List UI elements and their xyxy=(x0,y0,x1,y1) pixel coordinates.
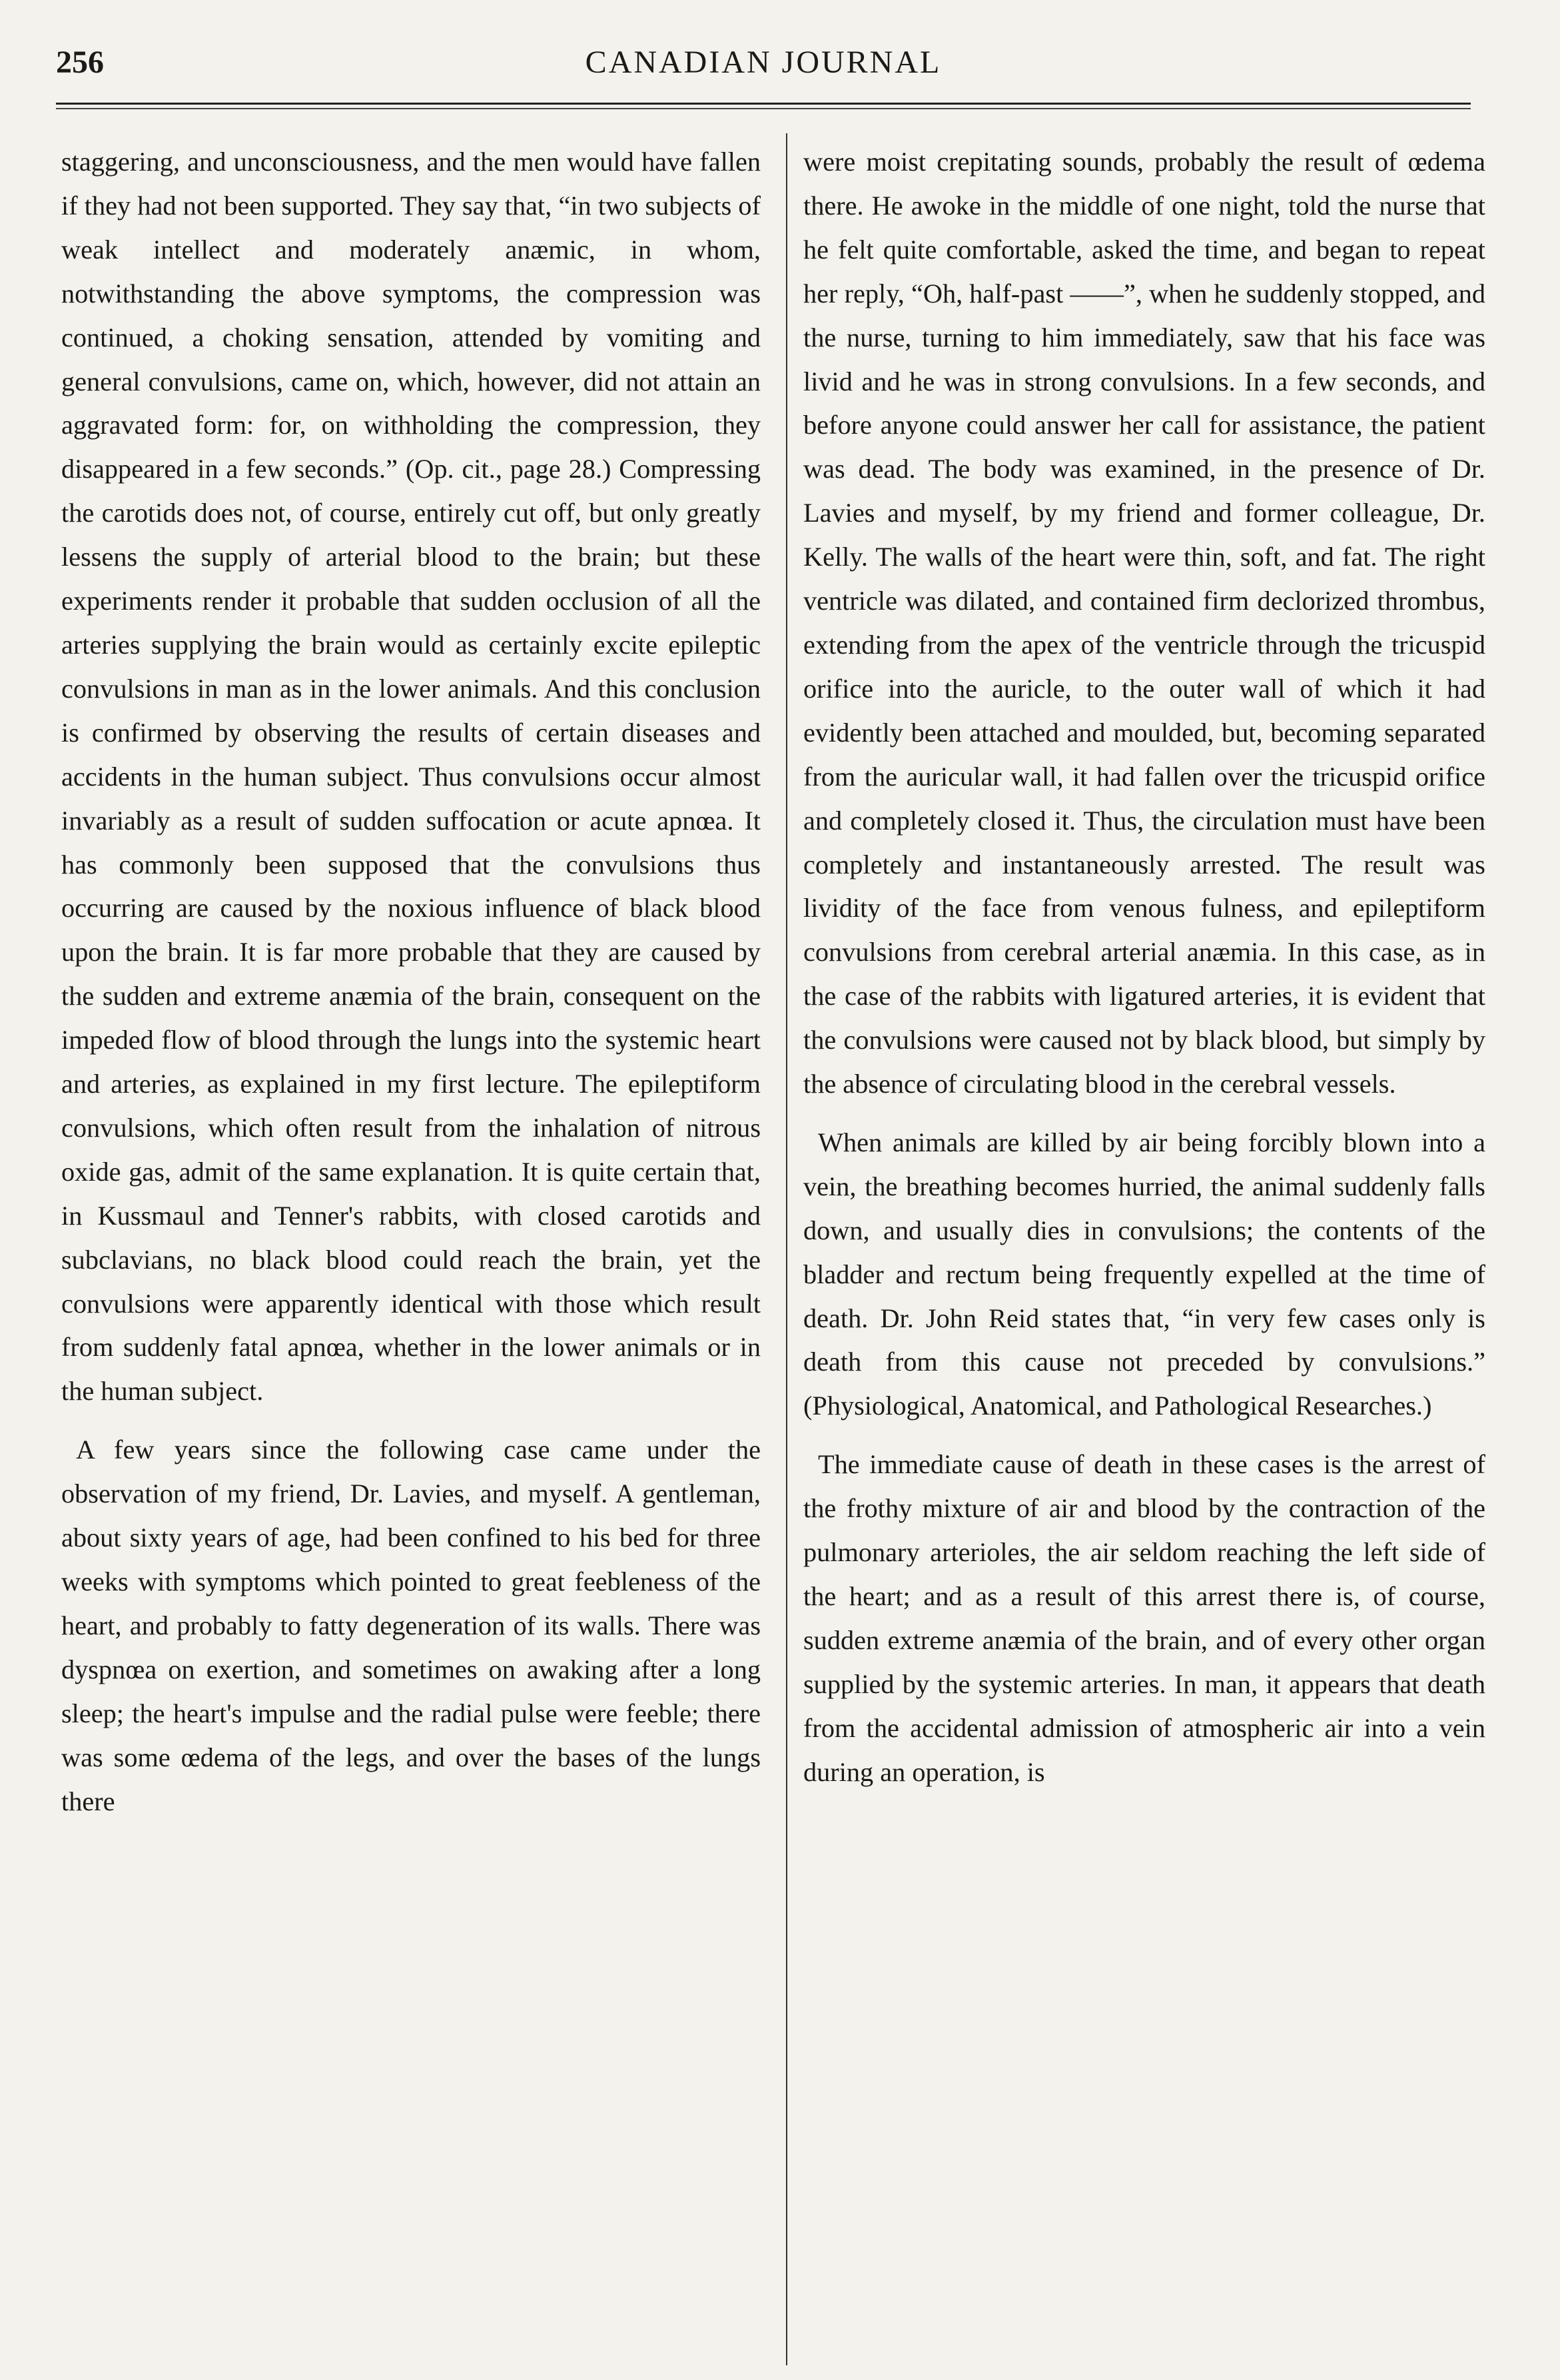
right-paragraph-3: The immediate cause of death in these cases is the arrest of the frothy mixture of air and blood by the contraction of the pulmonary arterioles, the air seldom reaching the left side of the heart; and as a result of this arrest there is, of course, sudden extreme anæmia of the brain, and of every other organ supplied by the systemic arteries. In man, it appears that death from the accidental admission of atmospheric air into a vein during an operation, is xyxy=(803,1449,1485,1787)
left-column xyxy=(61,140,761,2359)
right-column xyxy=(803,140,1485,2359)
page-header xyxy=(56,39,1471,92)
page-number: 256 xyxy=(56,45,104,80)
journal-title: CANADIAN JOURNAL xyxy=(585,45,942,80)
right-paragraph-2: When animals are killed by air being forcibly blown into a vein, the breathing becomes hurried, the animal suddenly falls down, and usually dies in convulsions; the contents of the bladder and rectum being frequently expelled at the time of death. Dr. John Reid states that, “in very few cases only is death from this cause not preceded by convulsions.” (Physiological, Anatomical, and Pathological Researches.) xyxy=(803,1127,1485,1421)
column-divider xyxy=(786,133,787,2365)
left-paragraph-2: A few years since the following case came under the observation of my friend, Dr. Lavies, and myself. A gentleman, about sixty years of age, had been confined to his bed for three weeks with symptoms which pointed to great feebleness of the heart, and probably to fatty degeneration of its walls. There was dyspnœa on exertion, and sometimes on awaking after a long sleep; the heart's impulse and the radial pulse were feeble; there was some œdema of the legs, and over the bases of the lungs there xyxy=(61,1435,761,1816)
left-paragraph-1: staggering, and unconsciousness, and the men would have fallen if they had not been supported. They say that, “in two subjects of weak intellect and moderately anæmic, in whom, notwithstanding the above symptoms, the compression was continued, a choking sensation, attended by vomiting and general convulsions, came on, which, however, did not attain an aggravated form: for, on withholding the compression, they disappeared in a few seconds.” (Op. cit., page 28.) Compressing the carotids does not, of course, entirely cut off, but only greatly lessens the supply of arterial blood to the brain; but these experiments render it probable that sudden occlusion of all the arteries supplying the brain would as certainly excite epileptic convulsions in man as in the lower animals. And this conclusion is confirmed by observing the results of certain diseases and accidents in the human subject. Thus convulsions occur almost invariably as a result of sudden suffocation or acute apnœa. It has commonly been supposed that the convulsions thus occurring are caused by the noxious influence of black blood upon the brain. It is far more probable that they are caused by the sudden and extreme anæmia of the brain, consequent on the impeded flow of blood through the lungs into the systemic heart and arteries, as explained in my first lecture. The epileptiform convulsions, which often result from the inhalation of nitrous oxide gas, admit of the same explanation. It is quite certain that, in Kussmaul and Tenner's rabbits, with closed carotids and subclavians, no black blood could reach the brain, yet the convulsions were apparently identical with those which result from suddenly fatal apnœa, whether in the lower animals or in the human subject. xyxy=(61,147,761,1407)
header-rule xyxy=(56,103,1471,105)
header-rule-secondary xyxy=(56,108,1471,109)
right-paragraph-1: were moist crepitating sounds, probably the result of œdema there. He awoke in the middle of one night, told the nurse that he felt quite comfortable, asked the time, and began to repeat her reply, “Oh, half-past ——”, when he suddenly stopped, and the nurse, turning to him immediately, saw that his face was livid and he was in strong convulsions. In a few seconds, and before anyone could answer her call for assistance, the patient was dead. The body was examined, in the presence of Dr. Lavies and myself, by my friend and former colleague, Dr. Kelly. The walls of the heart were thin, soft, and fat. The right ventricle was dilated, and contained firm declorized thrombus, extending from the apex of the ventricle through the tricuspid orifice into the auricle, to the outer wall of which it had evidently been attached and moulded, but, becoming separated from the auricular wall, it had fallen over the tricuspid orifice and completely closed it. Thus, the circulation must have been completely and instantaneously arrested. The result was lividity of the face from venous fulness, and epileptiform convulsions from cerebral arterial anæmia. In this case, as in the case of the rabbits with ligatured arteries, it is evident that the convulsions were caused not by black blood, but simply by the absence of circulating blood in the cerebral vessels. xyxy=(803,147,1485,1099)
